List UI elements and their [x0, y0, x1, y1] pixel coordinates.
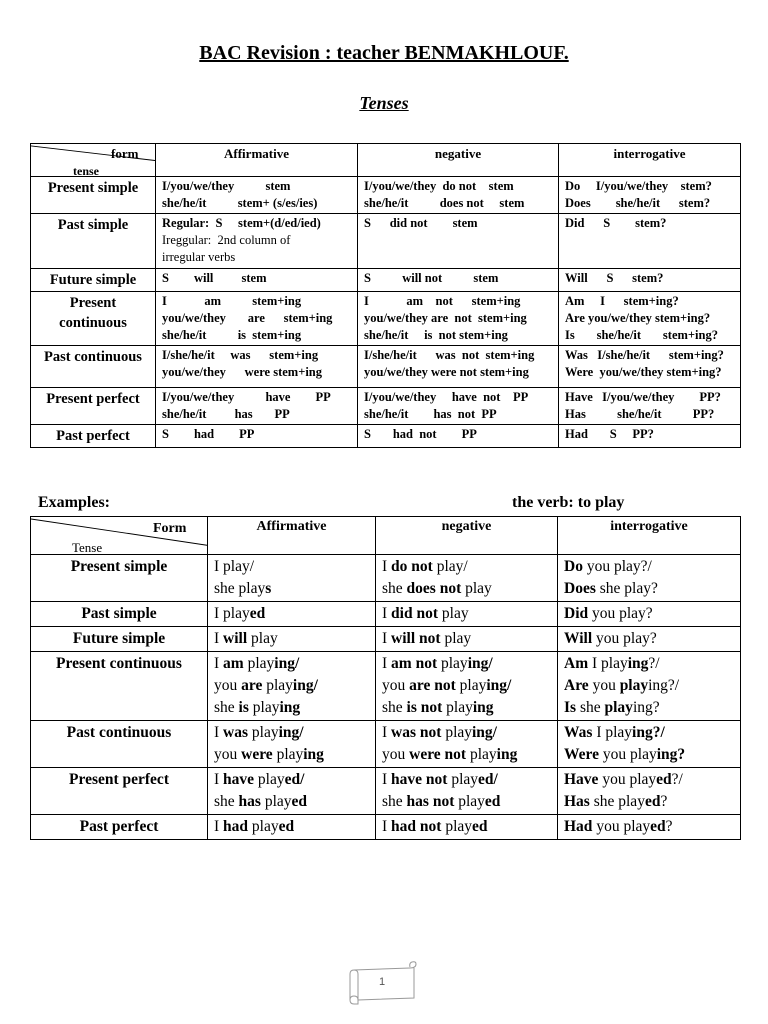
text-segment: play — [442, 699, 473, 716]
table2-cell-neg — [376, 721, 558, 768]
table1-cell-line: you/we/they were not stem+ing — [364, 365, 529, 379]
table1-tense-name: Past simple — [31, 214, 156, 269]
text-segment: she — [576, 699, 605, 716]
emphasis-segment: ing? — [656, 746, 686, 763]
emphasis-segment: Had — [564, 818, 593, 835]
text-segment: ?/ — [648, 655, 660, 672]
emphasis-segment: am not — [391, 655, 438, 672]
text-segment: I — [214, 818, 224, 835]
table2-cell-neg — [376, 555, 558, 602]
table1-cell-int — [559, 177, 741, 214]
verb-label: the verb: to play — [512, 494, 625, 511]
text-segment: I — [382, 558, 392, 575]
table2-tense-name: Present continuous — [31, 652, 208, 721]
table1-cell-line: Regular: S stem+(d/ed/ied) — [162, 216, 321, 230]
table1-cell-line: Is she/he/it stem+ing? — [565, 328, 718, 342]
table2-header-affirmative: Affirmative — [208, 517, 376, 555]
table1-cell-neg — [358, 292, 559, 346]
table2-cell-line — [382, 556, 551, 578]
table2-cell-aff — [208, 555, 376, 602]
emphasis-segment: ing — [627, 655, 649, 672]
table1-cell-int — [559, 269, 741, 292]
table2-cell-line — [214, 578, 369, 600]
text-segment: I play — [588, 655, 628, 672]
table2-cell-int — [558, 815, 741, 840]
text-segment: play — [260, 793, 292, 810]
table1-cell-line: I am not stem+ing — [364, 294, 521, 308]
table2-cell-line — [214, 722, 369, 744]
emphasis-segment: do not — [391, 558, 433, 575]
table1-cell-neg — [358, 425, 559, 448]
table1-cell-line: S will stem — [162, 271, 267, 285]
text-segment: she — [382, 793, 407, 810]
text-segment: I play — [214, 605, 250, 622]
table1-cell-line: Am I stem+ing? — [565, 294, 679, 308]
emphasis-segment: s — [265, 580, 272, 597]
text-segment: play — [438, 605, 469, 622]
table2-tense-name: Future simple — [31, 627, 208, 652]
table2-cell-neg — [376, 627, 558, 652]
emphasis-segment: does not — [406, 580, 462, 597]
table1-cell-neg — [358, 388, 559, 425]
text-segment: ? — [665, 818, 673, 835]
table1-cell-aff — [156, 214, 358, 269]
text-segment: you play — [599, 746, 657, 763]
table2-cell-line — [564, 578, 734, 600]
table1-header-negative: negative — [358, 144, 559, 177]
table2-cell-line — [382, 791, 551, 813]
table1-tense-name: Past continuous — [31, 346, 156, 388]
emphasis-segment: had not — [391, 818, 442, 835]
emphasis-segment: ing — [496, 746, 518, 763]
text-segment: I — [214, 771, 224, 788]
table2-cell-line — [564, 628, 734, 650]
text-segment: ing? — [632, 699, 660, 716]
table2-corner-tense: Tense — [72, 540, 103, 555]
text-segment: she — [382, 580, 407, 597]
text-segment: I — [382, 818, 392, 835]
table2-row — [31, 721, 741, 768]
emphasis-segment: ed — [249, 605, 266, 622]
emphasis-segment: is not — [406, 699, 443, 716]
text-segment: play — [243, 655, 275, 672]
text-segment: I play — [592, 724, 633, 741]
emphasis-segment: Will — [564, 630, 593, 647]
emphasis-segment: ing/ — [472, 724, 497, 741]
table1-cell-line: S did not stem — [364, 216, 478, 230]
table1-cell-line: you/we/they are stem+ing — [162, 311, 333, 325]
emphasis-segment: was — [223, 724, 249, 741]
text-segment: you play? — [588, 605, 653, 622]
table2-tense-name: Present simple — [31, 555, 208, 602]
table1-cell-line: Ireggular: 2nd column of — [162, 233, 291, 247]
table1-cell-line: Did S stem? — [565, 216, 667, 230]
text-segment: play — [437, 655, 468, 672]
emphasis-segment: was not — [391, 724, 442, 741]
text-segment: I — [382, 605, 392, 622]
emphasis-segment: play — [619, 677, 649, 694]
table1-cell-int — [559, 425, 741, 448]
table2-cell-line — [564, 769, 734, 791]
table1-cell-int — [559, 214, 741, 269]
table2-header-negative: negative — [376, 517, 558, 555]
text-segment: play — [248, 699, 280, 716]
table2-cell-line — [382, 628, 551, 650]
table2-cell-line — [214, 628, 369, 650]
table2-cell-line — [564, 744, 734, 766]
emphasis-segment: ed — [650, 818, 666, 835]
emphasis-segment: is — [238, 699, 249, 716]
table2-tense-name: Past perfect — [31, 815, 208, 840]
table1-cell-line: irregular verbs — [162, 250, 236, 264]
table2-cell-line — [214, 697, 369, 719]
text-segment: she play — [589, 793, 645, 810]
table1-cell-line: Has she/he/it PP? — [565, 407, 715, 421]
table2-cell-neg — [376, 602, 558, 627]
text-segment: play — [447, 771, 479, 788]
emphasis-segment: Is — [564, 699, 577, 716]
emphasis-segment: ing/ — [274, 655, 300, 672]
emphasis-segment: ed/ — [478, 771, 498, 788]
text-segment: I — [382, 771, 392, 788]
table1-cell-line: Does she/he/it stem? — [565, 196, 711, 210]
table1-cell-line: I/you/we/they stem — [162, 179, 291, 193]
text-segment: play — [248, 818, 279, 835]
table2-cell-line — [214, 791, 369, 813]
table2-row — [31, 815, 741, 840]
table1-cell-line: she/he/it is stem+ing — [162, 328, 302, 342]
emphasis-segment: did not — [391, 605, 439, 622]
emphasis-segment: ing/ — [292, 677, 318, 694]
text-segment: you — [382, 746, 410, 763]
text-segment: play — [440, 630, 472, 647]
table2-cell-line — [214, 744, 369, 766]
emphasis-segment: ed — [278, 818, 295, 835]
table2-tense-name: Past simple — [31, 602, 208, 627]
table2-cell-aff — [208, 721, 376, 768]
table1-cell-line: she/he/it is not stem+ing — [364, 328, 508, 342]
table1-cell-line: I/you/we/they do not stem — [364, 179, 514, 193]
table2-cell-line — [214, 653, 369, 675]
text-segment: play — [455, 677, 487, 694]
table2-cell-neg — [376, 652, 558, 721]
table2-cell-line — [214, 556, 369, 578]
text-segment: I play/ — [214, 558, 255, 575]
emphasis-segment: ed — [484, 793, 501, 810]
text-segment: I — [214, 724, 224, 741]
text-segment: you — [382, 677, 410, 694]
emphasis-segment: have not — [391, 771, 448, 788]
table1-cell-line: I am stem+ing — [162, 294, 302, 308]
emphasis-segment: Do — [564, 558, 583, 575]
emphasis-segment: am — [223, 655, 244, 672]
text-segment: you — [588, 677, 620, 694]
table1-cell-line: Was I/she/he/it stem+ing? — [565, 348, 724, 362]
table2-cell-aff — [208, 815, 376, 840]
table2-cell-int — [558, 602, 741, 627]
text-segment: play — [441, 818, 473, 835]
table1-cell-line: she/he/it stem+ (s/es/ies) — [162, 196, 318, 210]
table1-cell-int — [559, 292, 741, 346]
table1-tense-name: Future simple — [31, 269, 156, 292]
table2-corner-form: Form — [153, 521, 187, 536]
emphasis-segment: ing — [303, 746, 324, 763]
text-segment: ?/ — [671, 771, 683, 788]
table1-row — [31, 346, 741, 388]
text-segment: you play? — [592, 630, 657, 647]
text-segment: you — [214, 746, 242, 763]
table1-cell-neg — [358, 177, 559, 214]
table2-cell-line — [382, 603, 551, 625]
emphasis-segment: have — [223, 771, 255, 788]
table1-cell-line: S had PP — [162, 427, 255, 441]
table1-header-interrogative: interrogative — [559, 144, 741, 177]
emphasis-segment: ing/ — [486, 677, 512, 694]
emphasis-segment: play — [604, 699, 633, 716]
table2-cell-line — [564, 675, 734, 697]
emphasis-segment: ed/ — [284, 771, 305, 788]
emphasis-segment: ed — [472, 818, 488, 835]
text-segment: play — [254, 771, 285, 788]
table2-cell-line — [564, 556, 734, 578]
text-segment: play — [247, 630, 278, 647]
table2-corner-cell — [31, 517, 208, 555]
emphasis-segment: are — [241, 677, 263, 694]
table2-tense-name: Present perfect — [31, 768, 208, 815]
emphasis-segment: ing/ — [278, 724, 304, 741]
table2-cell-neg — [376, 815, 558, 840]
emphasis-segment: had — [223, 818, 249, 835]
table2-cell-line — [382, 578, 551, 600]
table2-cell-line — [382, 653, 551, 675]
emphasis-segment: ing?/ — [632, 724, 665, 741]
text-segment: she — [214, 699, 239, 716]
text-segment: play — [262, 677, 293, 694]
table1-cell-aff — [156, 269, 358, 292]
table2-cell-aff — [208, 652, 376, 721]
emphasis-segment: were — [241, 746, 273, 763]
text-segment: you play?/ — [582, 558, 652, 575]
table2-row — [31, 768, 741, 815]
table2-cell-int — [558, 652, 741, 721]
table1-cell-line: I/she/he/it was stem+ing — [162, 348, 319, 362]
table2-cell-line — [564, 653, 734, 675]
text-segment: play — [454, 793, 485, 810]
emphasis-segment: will not — [391, 630, 441, 647]
emphasis-segment: Does — [564, 580, 596, 597]
table2-row — [31, 602, 741, 627]
table1-cell-aff — [156, 292, 358, 346]
emphasis-segment: Have — [564, 771, 599, 788]
table1-cell-line: Have I/you/we/they PP? — [565, 390, 721, 404]
table1-corner-tense: tense — [73, 164, 99, 178]
table2-cell-int — [558, 721, 741, 768]
table1-cell-line: Will S stem? — [565, 271, 664, 285]
table2-cell-line — [564, 722, 734, 744]
table2-cell-line — [564, 603, 734, 625]
emphasis-segment: will — [223, 630, 248, 647]
table2-cell-line — [382, 697, 551, 719]
table1-cell-line: Do I/you/we/they stem? — [565, 179, 712, 193]
table2-cell-int — [558, 768, 741, 815]
table2-cell-aff — [208, 627, 376, 652]
emphasis-segment: were not — [409, 746, 467, 763]
table1-tense-name: Past perfect — [31, 425, 156, 448]
emphasis-segment: ed — [656, 771, 672, 788]
table2-cell-line — [564, 816, 734, 838]
emphasis-segment: ed — [291, 793, 308, 810]
table1-cell-line: S will not stem — [364, 271, 499, 285]
table1-cell-int — [559, 388, 741, 425]
emphasis-segment: Am — [564, 655, 589, 672]
table2-cell-line — [382, 769, 551, 791]
text-segment: play — [272, 746, 304, 763]
table1-corner-form: form — [111, 146, 139, 161]
table1-cell-neg — [358, 269, 559, 292]
emphasis-segment: has not — [406, 793, 455, 810]
table1-row — [31, 425, 741, 448]
table1-cell-aff — [156, 425, 358, 448]
emphasis-segment: ing/ — [467, 655, 493, 672]
table2-tense-name: Past continuous — [31, 721, 208, 768]
table1-cell-line: S had not PP — [364, 427, 477, 441]
tenses-formula-table — [30, 143, 741, 448]
table1-row — [31, 214, 741, 269]
table2-header-interrogative: interrogative — [558, 517, 741, 555]
text-segment: she play — [214, 580, 266, 597]
table2-cell-line — [564, 791, 734, 813]
table2-cell-int — [558, 555, 741, 602]
text-segment: ? — [660, 793, 668, 810]
table2-cell-line — [382, 816, 551, 838]
table1-cell-neg — [358, 214, 559, 269]
examples-label: Examples: — [38, 494, 110, 511]
table2-cell-line — [214, 769, 369, 791]
table2-row — [31, 652, 741, 721]
text-segment: I — [382, 655, 392, 672]
text-segment: I — [214, 630, 224, 647]
table2-cell-line — [564, 697, 734, 719]
emphasis-segment: ing — [279, 699, 301, 716]
table1-cell-neg — [358, 346, 559, 388]
text-segment: play/ — [432, 558, 468, 575]
emphasis-segment: ed — [644, 793, 661, 810]
text-segment: you play — [592, 818, 651, 835]
table1-cell-int — [559, 346, 741, 388]
table2-row — [31, 627, 741, 652]
page-number-scroll — [348, 960, 420, 1008]
text-segment: play — [441, 724, 472, 741]
table2-cell-aff — [208, 768, 376, 815]
text-segment: play — [248, 724, 279, 741]
text-segment: I — [214, 655, 224, 672]
emphasis-segment: Are — [564, 677, 589, 694]
table2-cell-int — [558, 627, 741, 652]
table2-cell-line — [382, 744, 551, 766]
page-number: 1 — [378, 976, 386, 988]
table1-cell-aff — [156, 346, 358, 388]
examples-table — [30, 516, 741, 840]
table1-tense-name: Present simple — [31, 177, 156, 214]
table1-cell-line: you/we/they are not stem+ing — [364, 311, 527, 325]
emphasis-segment: are not — [409, 677, 456, 694]
text-segment: you — [214, 677, 242, 694]
table2-cell-aff — [208, 602, 376, 627]
table2-cell-neg — [376, 768, 558, 815]
table1-cell-line: she/he/it has not PP — [364, 407, 497, 421]
table1-cell-line: Had S PP? — [565, 427, 654, 441]
table1-cell-line: I/she/he/it was not stem+ing — [364, 348, 535, 362]
emphasis-segment: Was — [564, 724, 593, 741]
document-title: BAC Revision : teacher BENMAKHLOUF. — [199, 42, 569, 64]
table2-cell-line — [214, 603, 369, 625]
text-segment: she play? — [595, 580, 658, 597]
text-segment: she — [382, 699, 407, 716]
table1-cell-line: she/he/it does not stem — [364, 196, 525, 210]
table1-row — [31, 388, 741, 425]
table1-header-affirmative: Affirmative — [156, 144, 358, 177]
table2-cell-line — [214, 816, 369, 838]
table1-cell-line: Were you/we/they stem+ing? — [565, 365, 722, 379]
text-segment: I — [382, 724, 392, 741]
table1-cell-aff — [156, 177, 358, 214]
emphasis-segment: Has — [564, 793, 590, 810]
table1-cell-line: Are you/we/they stem+ing? — [565, 311, 711, 325]
text-segment: you play — [598, 771, 657, 788]
table1-tense-name: Present perfect — [31, 388, 156, 425]
table1-corner-cell — [31, 144, 156, 177]
table1-cell-line: you/we/they were stem+ing — [162, 365, 322, 379]
text-segment: play — [461, 580, 492, 597]
table1-row — [31, 177, 741, 214]
table2-cell-line — [382, 675, 551, 697]
table1-cell-line: I/you/we/they have not PP — [364, 390, 529, 404]
table2-cell-line — [214, 675, 369, 697]
document-subtitle: Tenses — [359, 93, 409, 113]
emphasis-segment: has — [238, 793, 261, 810]
table1-tense-name: Present continuous — [31, 292, 156, 346]
table1-cell-line: I/you/we/they have PP — [162, 390, 331, 404]
emphasis-segment: Did — [564, 605, 589, 622]
table1-row — [31, 269, 741, 292]
table2-row — [31, 555, 741, 602]
table1-cell-aff — [156, 388, 358, 425]
emphasis-segment: ing — [472, 699, 494, 716]
text-segment: ing?/ — [648, 677, 680, 694]
emphasis-segment: Were — [564, 746, 600, 763]
table1-cell-line: she/he/it has PP — [162, 407, 290, 421]
table2-cell-line — [382, 722, 551, 744]
text-segment: she — [214, 793, 239, 810]
text-segment: I — [382, 630, 392, 647]
table1-row — [31, 292, 741, 346]
text-segment: play — [466, 746, 497, 763]
